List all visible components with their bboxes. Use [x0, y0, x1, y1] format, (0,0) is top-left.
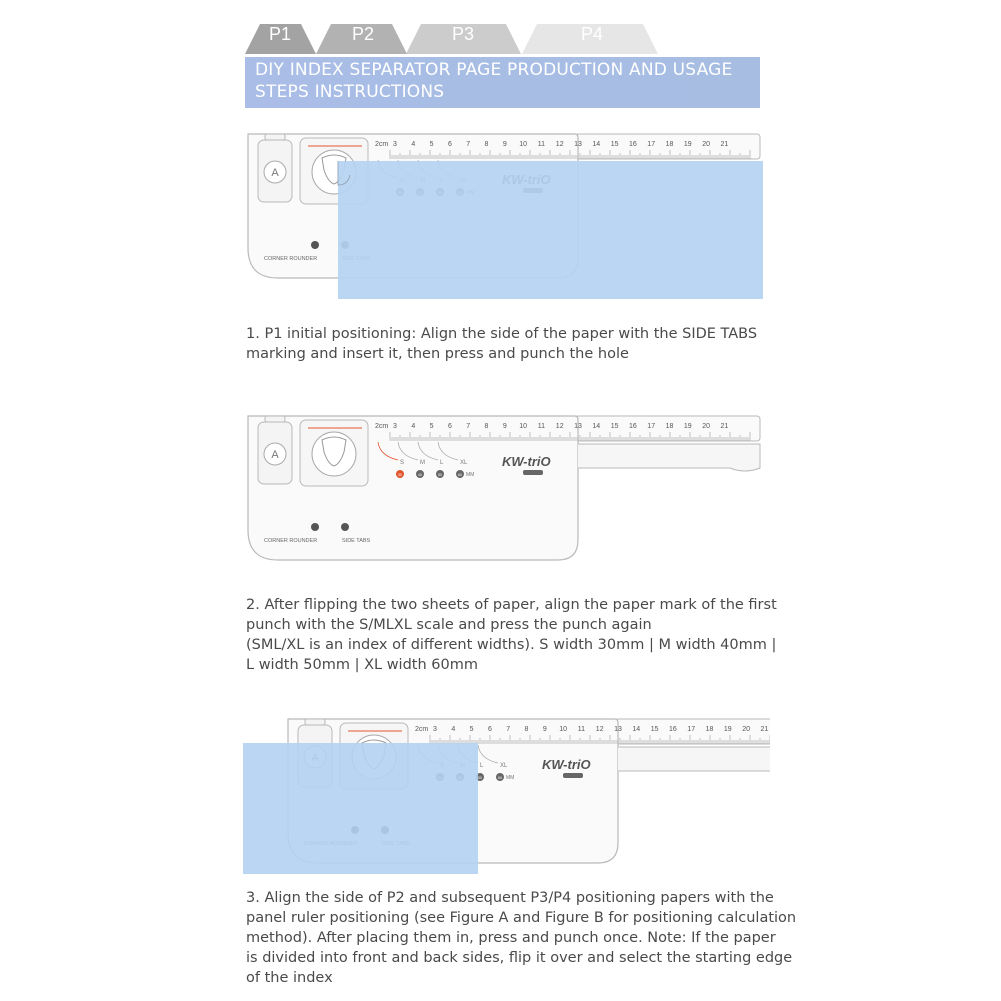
ruler-number: 5: [429, 141, 434, 148]
ruler-number: 10: [519, 141, 527, 148]
size-value: 40: [418, 473, 422, 477]
size-value: 30: [398, 473, 402, 477]
ruler-number: 6: [487, 726, 492, 733]
ruler-number: 4: [411, 423, 416, 430]
button-top: [305, 719, 325, 725]
ruler-number: 13: [574, 141, 582, 148]
ruler-number: 15: [610, 141, 619, 148]
ruler-number: 8: [484, 141, 489, 148]
brand-logo: KW-triO: [502, 454, 551, 469]
figure-step-2: [240, 407, 770, 567]
size-label: XL: [460, 460, 468, 466]
corner-rounder-marker: [311, 241, 319, 249]
ruler-number: 14: [592, 141, 601, 148]
ruler-number: 10: [559, 726, 567, 733]
tab-p1: P1: [268, 24, 292, 44]
size-value: 50: [478, 776, 482, 780]
ruler-number: 19: [723, 726, 732, 733]
ruler-number: 7: [466, 141, 471, 148]
ruler-number: 12: [555, 423, 564, 430]
corner-rounder-marker: [311, 523, 319, 531]
size-label: S: [400, 460, 405, 466]
tab-p2: P2: [351, 24, 375, 44]
device-illustration-3: [240, 713, 770, 878]
ruler-number: 19: [683, 141, 692, 148]
tab-p4: P4: [580, 24, 604, 44]
ruler-number: 11: [537, 141, 546, 148]
ruler-number: 17: [687, 726, 696, 733]
device-illustration-2: [240, 407, 770, 567]
ruler-number: 3: [393, 423, 397, 430]
ruler-number: 17: [647, 141, 656, 148]
button-letter: A: [271, 167, 279, 179]
size-unit: MM: [506, 775, 515, 781]
ruler-number: 20: [702, 141, 710, 148]
ruler-number: 16: [669, 726, 677, 733]
paper-sheet: [243, 743, 478, 874]
step-3-text: 3. Align the side of P2 and subsequent P3/P4 positioning papers with the panel ruler positioning (see Figure A and Figure B for positioning calculation method). After placing them in, press and punch once. Note: If the paper is divided into front and back sides, flip it over and select the starting edge of the index: [246, 890, 797, 986]
device-group: [248, 416, 760, 560]
brand-badge: [563, 773, 583, 778]
ruler-number: 3: [393, 141, 397, 148]
ruler-number: 20: [702, 423, 710, 430]
tab-p3: P3: [451, 24, 475, 44]
ruler-number: 18: [665, 141, 674, 148]
button-letter: A: [271, 449, 279, 461]
size-label: M: [420, 460, 425, 466]
size-unit: MM: [466, 472, 475, 478]
ruler-number: 8: [484, 423, 489, 430]
button-top: [265, 416, 285, 422]
step-1-text: 1. P1 initial positioning: Align the side of the paper with the SIDE TABS marking and insert it, then press and punch the hole: [246, 326, 758, 362]
corner-rounder-label: CORNER ROUNDER: [264, 538, 318, 544]
size-value: 60: [498, 776, 502, 780]
ruler-number: 16: [629, 141, 637, 148]
ruler-number: 13: [614, 726, 622, 733]
device-illustration-1: [240, 125, 770, 305]
ruler-unit-label: 2cm: [375, 141, 389, 148]
ruler-number: 12: [555, 141, 564, 148]
slide-rail: [618, 747, 770, 774]
ruler-number: 7: [466, 423, 471, 430]
slide-rail: [578, 444, 760, 471]
title-banner: [245, 57, 760, 108]
paper-sheet: [338, 161, 763, 299]
ruler-number: 9: [542, 726, 547, 733]
tab-strip: [0, 0, 1001, 60]
ruler-number: 17: [647, 423, 656, 430]
corner-rounder-label: CORNER ROUNDER: [264, 256, 318, 262]
ruler-number: 21: [760, 726, 769, 733]
ruler-number: 11: [577, 726, 586, 733]
brand-badge: [523, 470, 543, 475]
ruler-number: 18: [665, 423, 674, 430]
size-value: 50: [438, 473, 442, 477]
tab-shapes: [0, 0, 1001, 60]
ruler-number: 10: [519, 423, 527, 430]
ruler-number: 9: [502, 423, 507, 430]
size-label: XL: [500, 763, 508, 769]
ruler-number: 5: [469, 726, 474, 733]
ruler-number: 21: [720, 141, 729, 148]
ruler-number: 20: [742, 726, 750, 733]
banner-title: DIY INDEX SEPARATOR PAGE PRODUCTION AND USAGE STEPS INSTRUCTIONS: [255, 60, 733, 102]
ruler-number: 4: [451, 726, 456, 733]
side-tabs-label: SIDE TABS: [342, 538, 371, 544]
side-tabs-marker: [341, 523, 349, 531]
ruler-number: 12: [595, 726, 604, 733]
ruler-number: 15: [610, 423, 619, 430]
ruler-number: 18: [705, 726, 714, 733]
button-top: [265, 134, 285, 140]
ruler-number: 11: [537, 423, 546, 430]
ruler-number: 21: [720, 423, 729, 430]
figure-step-1: [240, 125, 770, 305]
ruler-number: 7: [506, 726, 511, 733]
ruler-number: 16: [629, 423, 637, 430]
size-value: 60: [458, 473, 462, 477]
ruler-number: 9: [502, 141, 507, 148]
ruler-number: 15: [650, 726, 659, 733]
ruler-number: 6: [447, 141, 452, 148]
size-label: L: [440, 460, 444, 466]
ruler-number: 14: [592, 423, 601, 430]
ruler-number: 4: [411, 141, 416, 148]
ruler-number: 5: [429, 423, 434, 430]
size-label: L: [480, 763, 484, 769]
figure-step-3: [240, 713, 770, 878]
ruler-number: 6: [447, 423, 452, 430]
ruler-number: 14: [632, 726, 641, 733]
brand-logo: KW-triO: [542, 757, 591, 772]
ruler-unit-label: 2cm: [375, 423, 389, 430]
ruler-number: 13: [574, 423, 582, 430]
ruler-number: 8: [524, 726, 529, 733]
ruler-number: 3: [433, 726, 437, 733]
ruler-number: 19: [683, 423, 692, 430]
ruler-unit-label: 2cm: [415, 726, 429, 733]
step-2-text: 2. After flipping the two sheets of paper, align the paper mark of the first punch with the S/MLXL scale and press the punch again (SML/XL is an index of different widths). S width 30mm | M width 40mm | L width 50mm | XL width 60mm: [246, 597, 777, 673]
